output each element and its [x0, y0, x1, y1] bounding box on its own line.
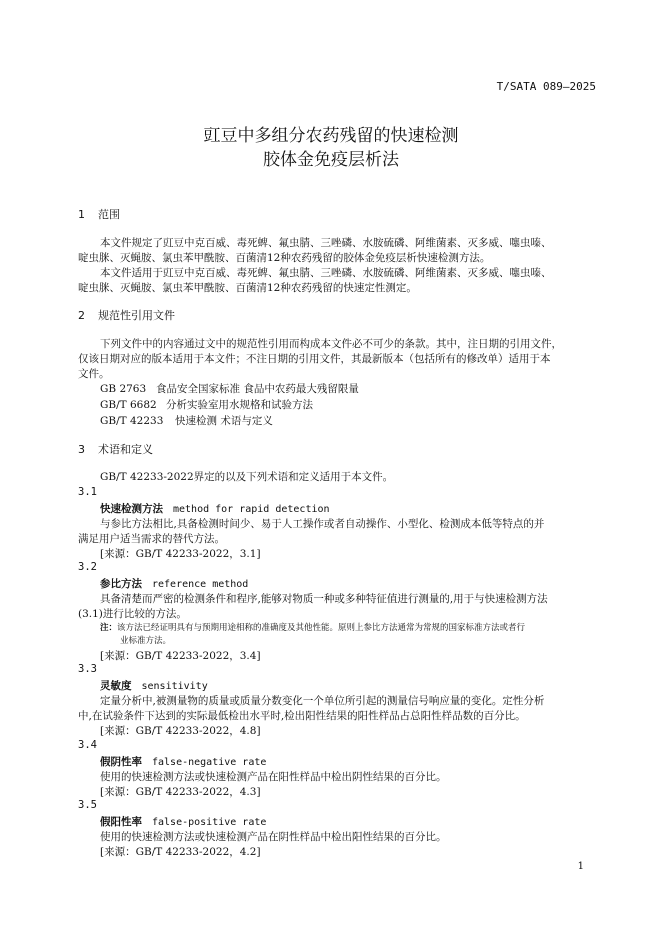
note-text: 该方法已经证明具有与预期用途相称的准确度及其他性能。原则上参比方法通常为常规的国家标准方法或者行 — [117, 623, 526, 633]
term-title — [100, 576, 248, 591]
reference-item — [100, 413, 273, 428]
term-source: [来源：GB/T 42233-2022，4.2] — [100, 846, 261, 858]
doc-title-line-2: 胶体金免疫层析法 — [263, 150, 399, 170]
note-line: 业标准方法。 — [120, 636, 172, 646]
section-number: 2 — [78, 309, 85, 322]
section-title: 规范性引用文件 — [98, 309, 175, 322]
definition-line: 与参比方法相比,具备检测时间少、易于人工操作或者自动操作、小型化、检测成本低等特点的并 — [100, 518, 545, 530]
term-title — [100, 814, 266, 829]
section-title: 范围 — [98, 208, 120, 221]
term-en: method for rapid detection — [173, 504, 330, 515]
term-source: [来源：GB/T 42233-2022，4.3] — [100, 786, 261, 798]
term-source: [来源：GB/T 42233-2022，4.8] — [100, 725, 261, 737]
term-number: 3.2 — [78, 561, 97, 573]
paragraph-line: 文件。 — [78, 368, 110, 380]
term-cn: 快速检测方法 — [100, 503, 163, 515]
paragraph-line: 仅该日期对应的版本适用于本文件；不注日期的引用文件，其最新版本（包括所有的修改单）适用于本 — [78, 353, 551, 365]
term-source: [来源：GB/T 42233-2022，3.4] — [100, 650, 261, 662]
doc-title-line-1: 豇豆中多组分农药残留的快速检测 — [203, 126, 459, 146]
reference-name: 食品安全国家标准 食品中农药最大残留限量 — [156, 383, 359, 395]
section-number: 1 — [78, 208, 85, 221]
paragraph-line: 啶虫脒、灭蝇胺、氯虫苯甲酰胺、百菌清12种农药残留的胶体金免疫层析快速检测方法。 — [78, 252, 491, 264]
reference-item — [100, 381, 359, 396]
term-cn: 灵敏度 — [100, 680, 132, 692]
term-en: false-positive rate — [152, 817, 267, 828]
section-2-heading — [78, 307, 175, 323]
term-title — [100, 678, 208, 693]
section-title: 术语和定义 — [98, 443, 153, 456]
section-number: 3 — [78, 443, 85, 456]
term-cn: 假阳性率 — [100, 816, 142, 828]
term-cn: 参比方法 — [100, 578, 142, 590]
reference-code: GB 2763 — [100, 383, 147, 395]
definition-line: (3.1)进行比较的方法。 — [78, 608, 187, 620]
term-source: [来源：GB/T 42233-2022，3.1] — [100, 548, 261, 560]
term-en: false-negative rate — [152, 757, 267, 768]
reference-name: 分析实验室用水规格和试验方法 — [166, 399, 313, 411]
paragraph-line: 本文件适用于豇豆中克百威、毒死蜱、氟虫腈、三唑磷、水胺硫磷、阿维菌素、灭多威、噻虫嗪、 — [100, 267, 552, 279]
definition-line: 使用的快速检测方法或快速检测产品在阴性样品中检出阳性结果的百分比。 — [100, 831, 447, 843]
paragraph-line: 啶虫脒、灭蝇胺、氯虫苯甲酰胺、百菌清12种农药残留的快速定性测定。 — [78, 282, 417, 294]
reference-name: 快速检测 术语与定义 — [175, 415, 273, 427]
reference-code: GB/T 42233 — [100, 415, 164, 427]
term-number: 3.5 — [78, 799, 97, 811]
section-1-heading — [78, 206, 120, 222]
term-en: reference method — [152, 579, 249, 590]
section-3-heading — [78, 441, 153, 457]
term-title — [100, 754, 266, 769]
definition-line: 满足用户适当需求的替代方法。 — [78, 533, 225, 545]
paragraph-line: 下列文件中的内容通过文中的规范性引用而构成本文件必不可少的条款。其中，注日期的引用文件， — [100, 338, 562, 350]
reference-code: GB/T 6682 — [100, 399, 157, 411]
page-number: 1 — [577, 861, 584, 872]
term-title — [100, 501, 330, 516]
note-label: 注： — [100, 623, 118, 633]
note-line — [100, 621, 525, 633]
standard-code: T/SATA 089—2025 — [496, 80, 596, 93]
definition-line: 中,在试验条件下达到的实际最低检出水平时,检出阳性结果的阳性样品占总阳性样品数的百分比。 — [78, 710, 526, 722]
definition-line: 定量分析中,被测量物的质量或质量分数变化一个单位所引起的测量信号响应量的变化。定性分析 — [100, 695, 545, 707]
term-cn: 假阴性率 — [100, 756, 142, 768]
paragraph-line: GB/T 42233-2022界定的以及下列术语和定义适用于本文件。 — [100, 471, 394, 483]
term-number: 3.4 — [78, 739, 97, 751]
term-number: 3.1 — [78, 486, 97, 498]
term-number: 3.3 — [78, 663, 97, 675]
definition-line: 使用的快速检测方法或快速检测产品在阳性样品中检出阴性结果的百分比。 — [100, 771, 447, 783]
reference-item — [100, 397, 313, 412]
paragraph-line: 本文件规定了豇豆中克百威、毒死蜱、氟虫腈、三唑磷、水胺硫磷、阿维菌素、灭多威、噻虫嗪、 — [100, 237, 552, 249]
term-en: sensitivity — [141, 681, 208, 692]
definition-line: 具备清楚而严密的检测条件和程序,能够对物质一种或多种特征值进行测量的,用于与快速检测方法 — [100, 593, 548, 605]
